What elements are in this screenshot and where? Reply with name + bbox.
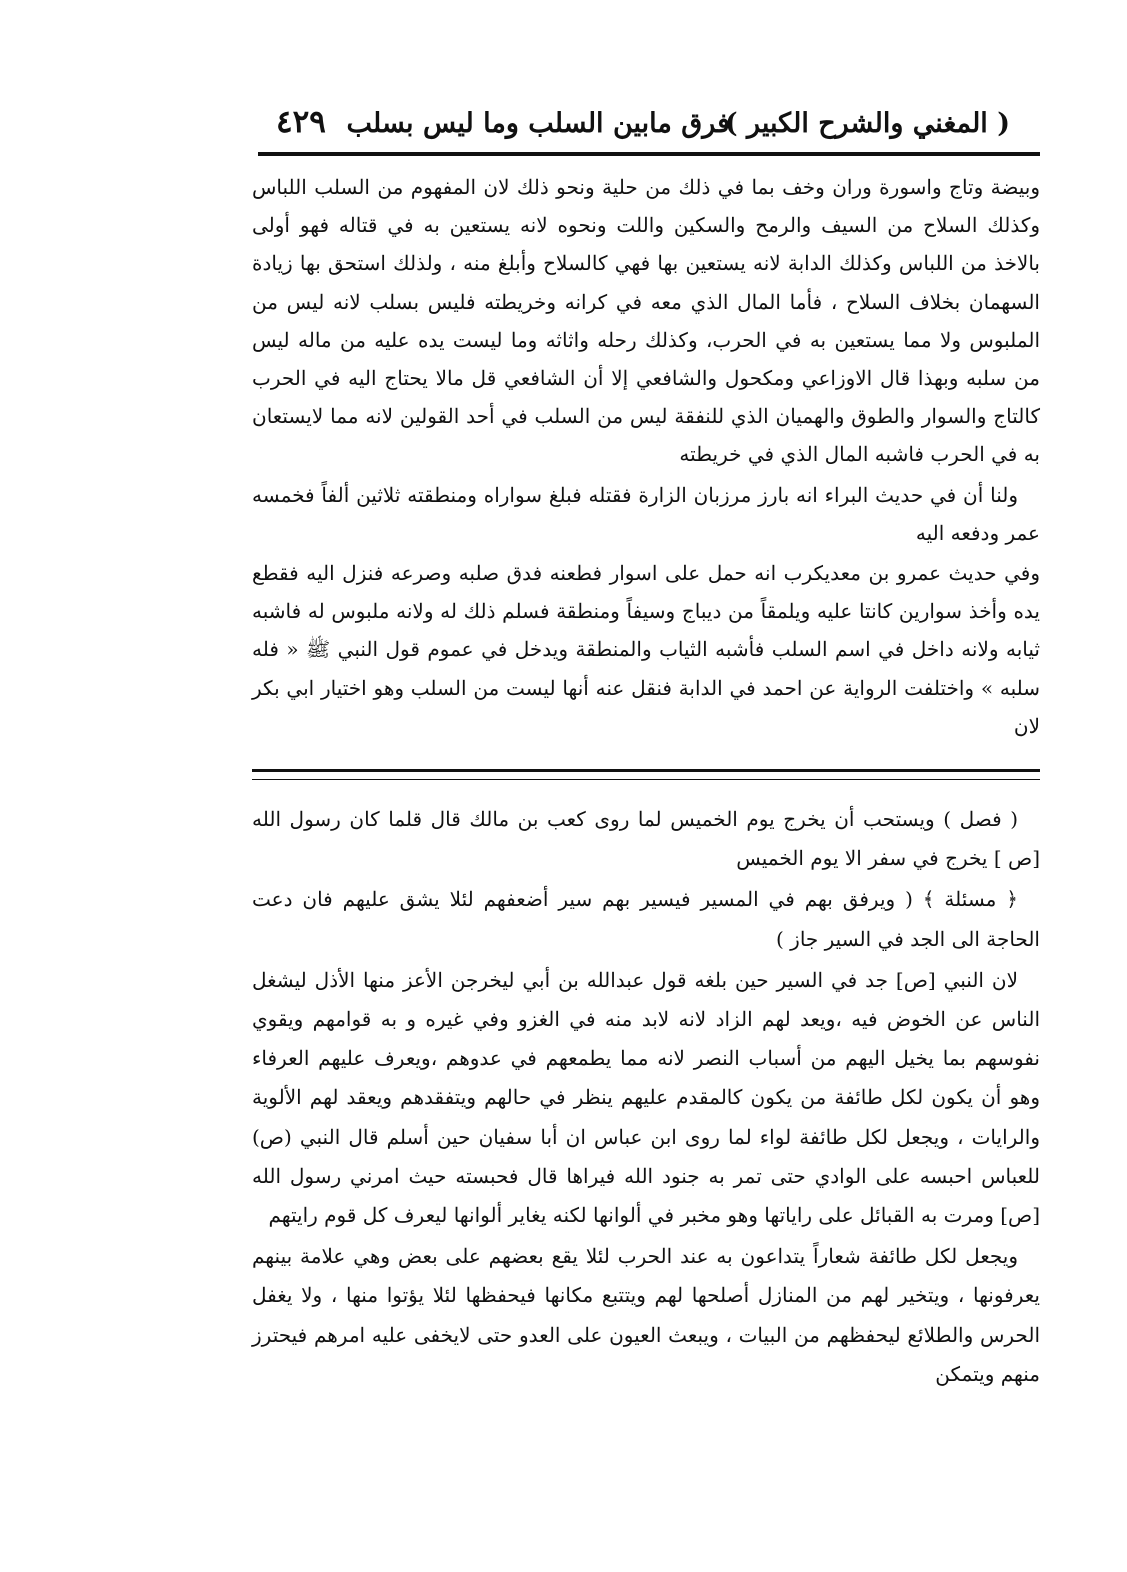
header-rule [258,152,1040,156]
section-divider [252,769,1040,780]
commentary-paragraph: ولنا أن في حديث البراء انه بارز مرزبان الزارة فقتله فبلغ سواراه ومنطقته ثلاثين ألفاً فخمسه عمر ودفعه اليه [252,482,1040,545]
section-subject: فرق مابين السلب وما ليس بسلب [346,108,730,139]
book-title: ( المغني والشرح الكبير ) [724,108,1010,139]
commentary-paragraph: وبيضة وتاج واسورة وران وخف بما في ذلك من حلية ونحو ذلك لان المفهوم من السلب اللباس وكذلك السلاح من السيف والرمح والسكين واللت ونحوه لانه يستعين به في قتاله فهو أولى بالاخذ من اللباس وكذلك الدابة لانه يستعين بها فهي كالسلاح وأبلغ منه ، ولذلك استحق بها زيادة السهمان بخلاف السلاح ، فأما المال الذي معه في كرانه وخريطته فليس بسلب لانه ليس من الملبوس ولا مما يستعين به في الحرب، وكذلك رحله واثاثه وما ليست يده عليه من ماله ليس من سلبه وبهذا قال الاوزاعي ومكحول والشافعي إلا أن الشافعي قل مالا يحتاج اليه في الحرب كالتاج والسوار والطوق والهميان الذي للنفقة ليس من السلب في أحد القولين لانه مما لايستعان به في الحرب فاشبه المال الذي في خريطته [252,175,1040,467]
main-paragraph: ( فصل ) ويستحب أن يخرج يوم الخميس لما روى كعب بن مالك قال قلما كان رسول الله [ص ] يخرج في سفر الا يوم الخميس [252,807,1040,871]
commentary-section [252,168,1040,745]
commentary-paragraph: وفي حديث عمرو بن معديكرب انه حمل على اسوار فطعنه فدق صلبه وصرعه فنزل اليه فقطع يده وأخذ سوارين كانتا عليه ويلمقاً من ديباج وسيفاً ومنطقة فسلم ذلك له ولانه ملبوس له فاشبه ثيابه ولانه داخل في اسم السلب فأشبه الثياب والمنطقة ويدخل في عموم قول النبي ﷺ « فله سلبه » واختلفت الرواية عن احمد في الدابة فنقل عنه أنها ليست من السلب وهو اختيار ابي بكر لان [252,561,1040,738]
main-paragraph: لان النبي [ص] جد في السير حين بلغه قول عبدالله بن أبي ليخرجن الأعز منها الأذل ليشغل الناس عن الخوض فيه ،ويعد لهم الزاد لانه لابد منه في الغزو وفي غيره و به قوامهم ويقوي نفوسهم بما يخيل اليهم من أسباب النصر لانه مما يطمعهم في عدوهم ،ويعرف عليهم العرفاء وهو أن يكون لكل طائفة من يكون كالمقدم عليهم ينظر في حالهم ويتفقدهم ويعقد لهم الألوية والرايات ، ويجعل لكل طائفة لواء لما روى ابن عباس ان أبا سفيان حين أسلم قال النبي (ص) للعباس احبسه على الوادي حتى تمر به جنود الله فيراها قال فحبسته حيث امرني رسول الله [ص] ومرت به القبائل على راياتها وهو مخبر في ألوانها لكنه يغاير ألوانها ليعرف كل قوم رايتهم [252,967,1040,1228]
page-number: ٤٢٩ [276,104,326,140]
running-header [252,96,1040,154]
book-page [252,96,1040,1394]
main-paragraph: ﴿ مسئلة ﴾ ( ويرفق بهم في المسير فيسير بهم سير أضعفهم لئلا يشق عليهم فان دعت الحاجة الى الجد في السير جاز ) [252,887,1040,951]
main-text-section [252,800,1040,1394]
main-paragraph: ويجعل لكل طائفة شعاراً يتداعون به عند الحرب لئلا يقع بعضهم على بعض وهي علامة بينهم يعرفونها ، ويتخير لهم من المنازل أصلحها لهم ويتتبع مكانها فيحفظها لئلا يؤتوا منها ، ولا يغفل الحرس والطلائع ليحفظهم من البيات ، ويبعث العيون على العدو حتى لايخفى عليه امرهم فيحترز منهم ويتمكن [252,1244,1040,1386]
